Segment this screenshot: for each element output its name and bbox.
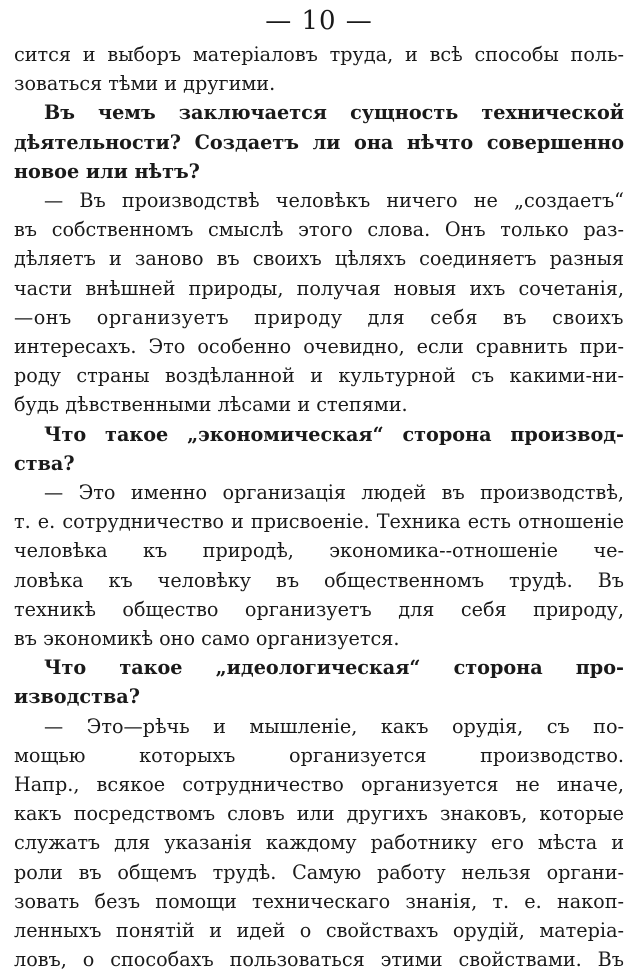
text-line: ленныхъ понятій и идей о свойствахъ орудій, матеріа- xyxy=(14,919,624,943)
text-line: интересахъ. Это особенно очевидно, если сравнить при- xyxy=(14,335,624,359)
text-line: сится и выборъ матеріаловъ труда, и всѣ способы поль- xyxy=(14,43,624,66)
paragraph-continuation xyxy=(14,40,624,98)
text-line: зоваться тѣми и другими. xyxy=(14,72,276,96)
text-line: т. е. сотрудничество и присвоеніе. Техника есть отношеніе xyxy=(14,510,624,534)
question-line: Въ чемъ заключается сущность технической xyxy=(44,101,624,125)
question-line: ства? xyxy=(14,451,75,475)
question-line: Что такое „экономическая“ сторона производ- xyxy=(44,422,624,446)
question-line: дѣятельности? Создаетъ ли она нѣчто совершенно xyxy=(14,130,624,154)
text-line: части внѣшней природы, получая новыя ихъ сочетанія, xyxy=(14,276,624,300)
page-number: — 10 — xyxy=(265,6,373,36)
question-ideological-side xyxy=(14,653,624,711)
text-line: ловѣка къ человѣку въ общественномъ трудѣ. Въ xyxy=(14,568,624,592)
text-line: —онъ организуетъ природу для себя въ своихъ xyxy=(14,305,624,329)
text-line: дѣляетъ и заново въ своихъ цѣляхъ соединяетъ разныя xyxy=(14,247,624,271)
text-line: какъ посредствомъ словъ или другихъ знаковъ, которые xyxy=(14,802,624,826)
text-line: роли въ общемъ трудѣ. Самую работу нельзя органи- xyxy=(14,860,624,884)
answer-technical-activity xyxy=(14,186,624,420)
text-line: роду страны воздѣланной и культурной съ какими-ни- xyxy=(14,364,624,388)
text-line: служатъ для указанія каждому работнику его мѣста и xyxy=(14,831,624,855)
text-line: ловъ, о способахъ пользоваться этими свойствами. Въ xyxy=(14,948,624,972)
text-line: человѣка къ природѣ, экономика--отношеніе че- xyxy=(14,539,624,563)
text-line: мощью которыхъ организуется производство. xyxy=(14,743,624,767)
question-technical-activity xyxy=(14,98,624,186)
text-line: будь дѣвственными лѣсами и степями. xyxy=(14,393,408,417)
text-line: зовать безъ помощи техническаго знанія, т. е. накоп- xyxy=(14,889,624,913)
answer-ideological-side xyxy=(14,712,624,975)
text-line: въ собственномъ смыслѣ этого слова. Онъ только раз- xyxy=(14,218,624,242)
text-line: — Въ производствѣ человѣкъ ничего не „создаетъ“ xyxy=(44,189,624,213)
text-line: въ экономикѣ оно само организуется. xyxy=(14,627,400,651)
text-line: Напр., всякое сотрудничество организуется не иначе, xyxy=(14,773,624,797)
text-line: техникѣ общество организуетъ для себя природу, xyxy=(14,597,624,621)
question-line: Что такое „идеологическая“ сторона про- xyxy=(44,656,624,680)
question-line: новое или нѣтъ? xyxy=(14,159,200,183)
answer-economic-side xyxy=(14,478,624,653)
question-line: изводства? xyxy=(14,685,140,709)
text-line: — Это—рѣчь и мышленіе, какъ орудія, съ по- xyxy=(44,714,624,738)
question-economic-side xyxy=(14,420,624,478)
text-line: — Это именно организація людей въ производствѣ, xyxy=(44,481,624,505)
